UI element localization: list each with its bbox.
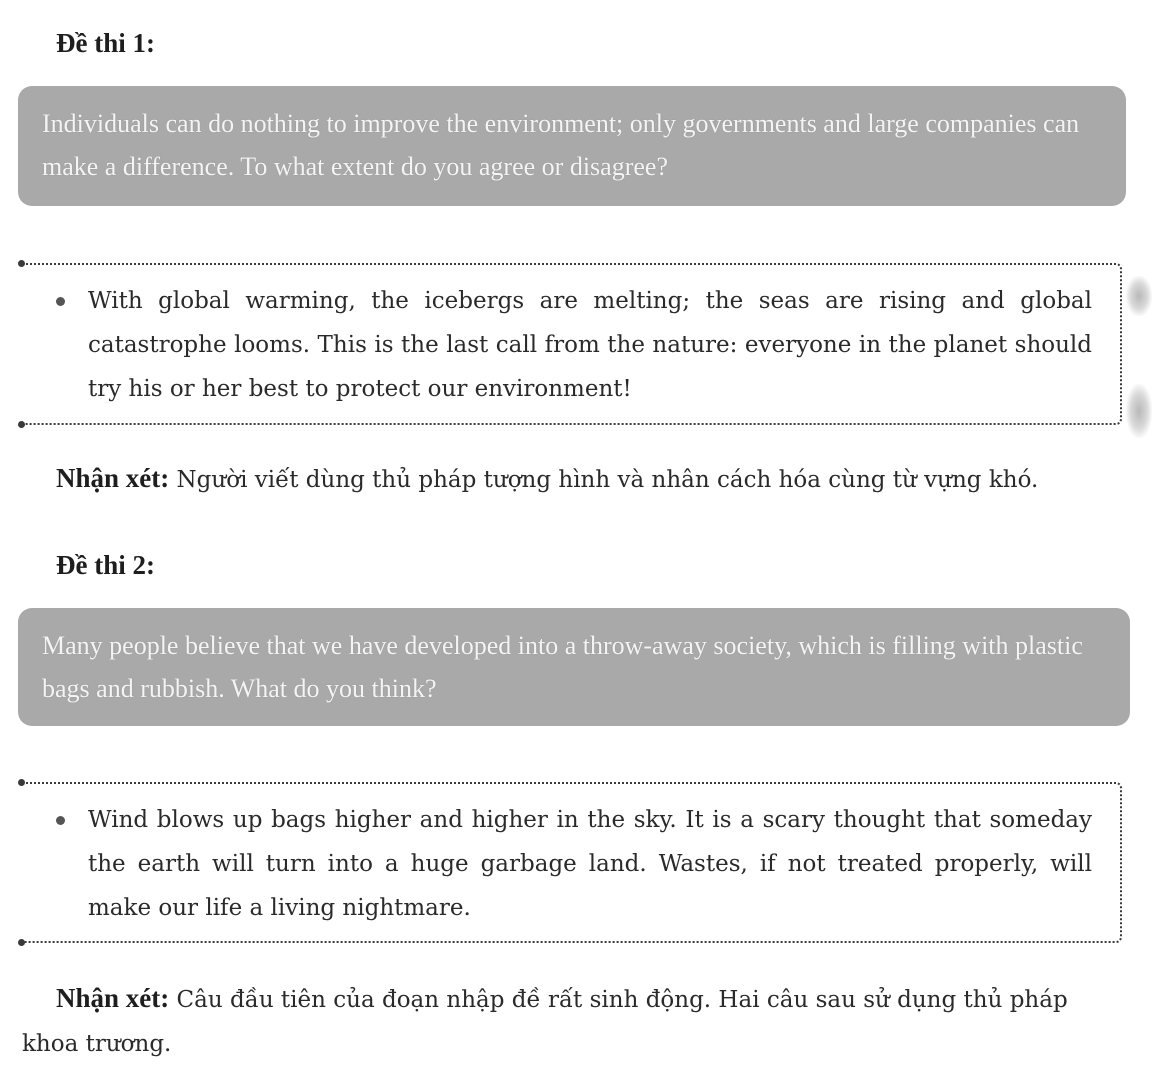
section-2-prompt-box (18, 608, 1130, 726)
bullet-icon (56, 816, 65, 825)
section-2-prompt-text: Many people believe that we have developed into a throw-away society, which is filling with plastic bags and rubbish. What do you think? (42, 631, 1083, 703)
section-1-comment (56, 456, 1136, 502)
section-1-prompt-text: Individuals can do nothing to improve the environment; only governments and large companies can make a difference. To what extent do you agree or disagree? (42, 109, 1080, 181)
section-2-sample-text: Wind blows up bags higher and higher in the sky. It is a scary thought that someday the earth will turn into a huge garbage land. Wastes, if not treated properly, will make our life a living nightmare. (88, 807, 1092, 921)
section-2-comment (22, 976, 1124, 1066)
section-1-heading: Đề thi 1: (56, 28, 155, 58)
section-2-heading: Đề thi 2: (56, 550, 155, 580)
dotted-line-dot (18, 779, 25, 786)
section-1-prompt-box (18, 86, 1126, 206)
section-1-comment-text: Người viết dùng thủ pháp tượng hình và nhân cách hóa cùng từ vựng khó. (169, 467, 1039, 493)
dotted-line-dot (18, 260, 25, 267)
bullet-icon (56, 297, 65, 306)
dotted-line-dot (18, 939, 25, 946)
section-1-sample-text: With global warming, the icebergs are melting; the seas are rising and global catastrophe looms. This is the last call from the nature: everyone in the planet should try his or her best to protect our environment! (88, 288, 1092, 402)
scan-smudge (1126, 384, 1152, 438)
section-2-comment-text: Câu đầu tiên của đoạn nhập đề rất sinh động. Hai câu sau sử dụng thủ pháp khoa trương. (22, 987, 1068, 1057)
scan-smudge (1126, 276, 1152, 316)
section-1-sample-box (22, 263, 1122, 425)
section-2-comment-label: Nhận xét: (56, 983, 170, 1013)
section-2-sample-box (22, 782, 1122, 943)
section-1-comment-label: Nhận xét: (56, 463, 170, 493)
dotted-line-dot (18, 421, 25, 428)
